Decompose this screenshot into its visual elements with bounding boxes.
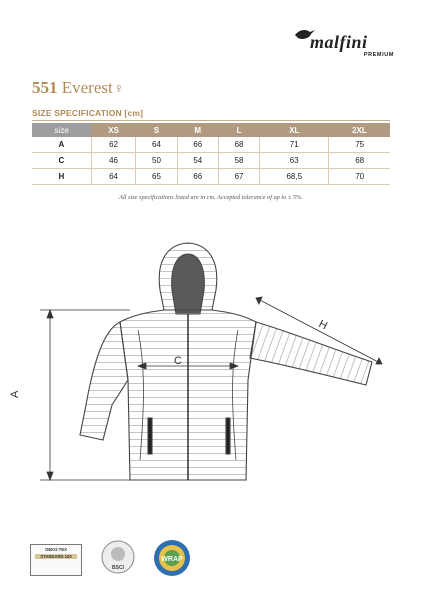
table-row	[32, 137, 390, 153]
table-cell: 67	[218, 169, 259, 185]
brand-name: malfini	[310, 32, 368, 52]
table-cell: 68	[218, 137, 259, 153]
size-header-cell: 2XL	[329, 123, 390, 137]
table-cell: 68	[329, 153, 390, 169]
oeko-standard: STANDARD 100	[35, 554, 77, 559]
tolerance-note: All size specifications listed are in cm. Accepted tolerance of up to ± 5%.	[119, 194, 303, 201]
brand-logo	[294, 24, 394, 64]
brand-tagline: PREMIUM	[363, 52, 394, 58]
oeko-tex-badge	[30, 544, 82, 576]
size-label-cell: size	[32, 123, 91, 137]
bsci-badge	[100, 539, 136, 575]
table-row	[32, 153, 390, 169]
table-cell: 50	[136, 153, 177, 169]
wrap-badge	[152, 538, 192, 578]
size-header-cell: L	[218, 123, 259, 137]
heading-rule	[32, 120, 390, 121]
oeko-title: OEKO-TEX	[45, 547, 67, 552]
size-header-cell: S	[136, 123, 177, 137]
table-cell: 71	[260, 137, 329, 153]
table-cell: 70	[329, 169, 390, 185]
label-c: C	[174, 355, 182, 367]
row-label: H	[32, 169, 91, 185]
jacket-diagram	[0, 230, 424, 500]
table-cell: 58	[218, 153, 259, 169]
label-a: A	[9, 390, 21, 398]
table-cell: 66	[177, 137, 218, 153]
size-header-cell: XS	[91, 123, 135, 137]
row-label: C	[32, 153, 91, 169]
table-cell: 75	[329, 137, 390, 153]
table-row	[32, 169, 390, 185]
certification-logos	[30, 538, 200, 584]
table-cell: 63	[260, 153, 329, 169]
size-header-cell: XL	[260, 123, 329, 137]
table-cell: 64	[91, 169, 135, 185]
table-cell: 64	[136, 137, 177, 153]
wrap-label: WRAP	[161, 556, 183, 563]
label-h: H	[316, 317, 330, 333]
table-cell: 66	[177, 169, 218, 185]
product-name: Everest	[61, 78, 113, 97]
table-cell: 54	[177, 153, 218, 169]
bsci-label: BSCI	[112, 565, 124, 571]
table-cell: 46	[91, 153, 135, 169]
table-cell: 68,5	[260, 169, 329, 185]
table-cell: 62	[91, 137, 135, 153]
table-cell: 65	[136, 169, 177, 185]
product-title	[32, 78, 124, 98]
spec-heading: SIZE SPECIFICATION [cm]	[32, 108, 144, 118]
gender-icon: ♀	[113, 82, 125, 97]
size-table	[32, 123, 390, 185]
size-header-row	[32, 123, 390, 137]
jacket-outline	[80, 243, 372, 480]
row-label: A	[32, 137, 91, 153]
size-header-cell: M	[177, 123, 218, 137]
product-code: 551	[32, 78, 58, 97]
